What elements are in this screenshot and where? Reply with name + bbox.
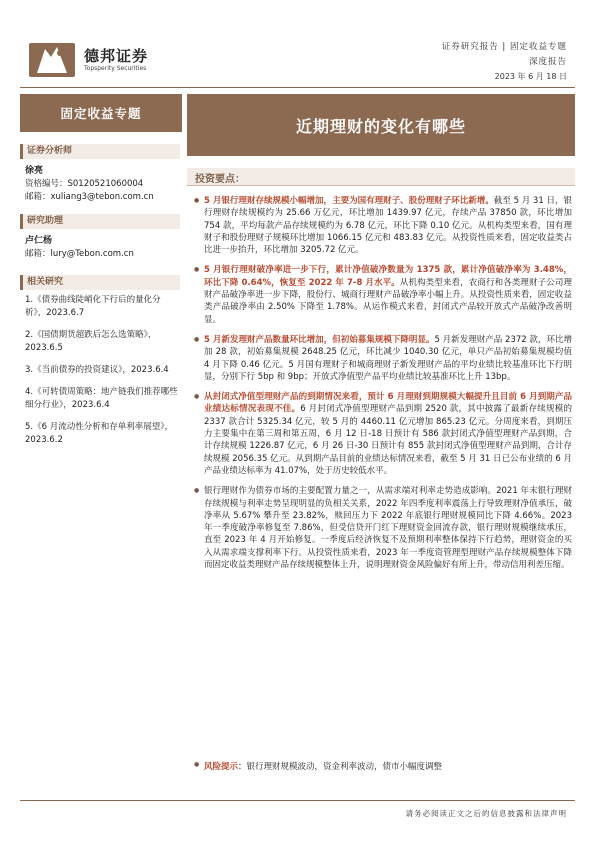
analyst-name: 徐亮 [25, 166, 44, 176]
assistant-section-title: 研究助理 [20, 214, 180, 229]
related-list [25, 294, 180, 456]
analyst-section-title: 证券分析师 [20, 144, 180, 159]
related-item[interactable]: 5.《6 月流动性分析和存单利率展望》，2023.6.2 [25, 422, 173, 445]
related-item[interactable]: 1.《债券曲线陡峭化下行后的量化分析》，2023.6.7 [25, 295, 161, 318]
point-body: 截至 5 月 31 日，银行理财存续规模约为 25.66 万亿元，环比增加 1439.97 亿元，存续产品 37850 款，环比增加 754 款，平均每款产品存续规模约为 6.78 亿元，环比下降 0.10 亿元。从机构类型来看，国有理财子和股份理财子规模环比增加 1066.15 亿元和 483.83 亿元。从投资性质来看，固定收益类占比进一步抬升，环比增加 3205.72 亿元。 [204, 196, 572, 256]
point-body: 从机构类型来看，农商行和各类理财子公司理财产品破净率进一步下降，股份行、城商行理财产品破净率小幅上升。从投资性质来看，固定收益类产品破净率由 2.50% 下降至 1.78%。从运作模式来看，封闭式产品较开放式产品破净改善明显。 [204, 277, 572, 325]
investment-points [194, 195, 572, 579]
investment-point [194, 264, 572, 325]
report-type: 证券研究报告 | 固定收益专题 [441, 42, 567, 52]
investment-point [194, 195, 572, 256]
related-section-title: 相关研究 [20, 275, 180, 290]
brand-name-en: Topsperity Securities [84, 65, 147, 72]
header-divider [20, 87, 575, 88]
assistant-email: 邮箱：lury@Tebon.com.cn [25, 249, 134, 259]
related-item[interactable]: 2.《国债期货超跌后怎么选策略》，2023.6.5 [25, 330, 157, 353]
risk-label: 风险提示： [204, 762, 247, 772]
company-logo-icon [27, 39, 77, 79]
related-item[interactable]: 4.《可转债周策略：地产链我们推荐哪些细分行业》，2023.6.4 [25, 387, 178, 410]
point-body: 银行理财作为债券市场的主要配置力量之一，从需求端对利率走势造成影响。2021 年末银行理财存续规模与利率走势呈现明显的负相关关系，2022 年四季度利率震荡上行导致理财净值承压，破净率从 5.67% 攀升至 23.82%，赎回压力下 2022 年底银行理财规模同比下降 4.66%。2023 年一季度破净率修复至 7.86%，但受信贷开门红下理财资金回流存款，银行理财规模继续承压，直至 2023 年 4 月开始修复。一季度后经济恢复不及预期利率整体保持下行趋势，理财资金的买入从需求端支撑利率下行。从投资性质来看，2023 年一季度资管理型理财产品存续规模整体下降而固定收益类理财产品存续规模整体上升，说明理财资金风险偏好有所上升，带动信用利差压缩。 [204, 486, 572, 571]
point-highlight: 5 月银行理财存续规模小幅增加，主要为国有理财子、股份理财子环比新增。 [204, 196, 494, 206]
report-subtype: 深度报告 [528, 57, 567, 67]
footer-disclaimer[interactable]: 请务必阅读正文之后的信息披露和法律声明 [405, 809, 567, 818]
investment-point [194, 391, 572, 477]
investment-point [194, 485, 572, 571]
point-body: 5 月新发理财产品 2372 款，环比增加 28 款，初始募集规模 2648.25 亿元，环比减少 1040.30 亿元，单只产品初始募集规模均值 4 月下降 0.46 亿元。5 月国有理财子和城商理财子新发理财产品的平均业绩比较基准环比下行明显，分别下行 5bp 和 9bp；开放式净值型产品平均业绩比较基准环比上升 13bp。 [204, 334, 572, 382]
investment-heading: 投资要点： [195, 174, 245, 185]
category-banner: 固定收益专题 [20, 94, 182, 132]
point-highlight: 从封闭式净值型理财产品的到期情况来看，预计 6 月理财到期规模大幅提升且目前 6 月到期产品业绩达标情况表现不佳。 [204, 392, 572, 415]
related-item[interactable]: 3.《当前债券的投资建议》，2023.6.4 [25, 365, 169, 375]
investment-point [194, 334, 572, 383]
brand-name: 德邦证券 [84, 47, 149, 65]
point-highlight: 5 月新发理财产品数量环比增加，但初始募集规模下降明显。 [204, 334, 435, 345]
analyst-license: 资格编号：S0120521060004 [25, 179, 144, 189]
investment-heading-bar [187, 168, 575, 186]
point-body: 6 月封闭式净值型理财产品到期 2520 款，其中披露了最新存续规模的 2337 款合计 5325.34 亿元，较 5 月的 4460.11 亿元增加 865.23 亿元。分周度来看，到期压力主要集中在第三周和第五周，6 月 12 日-18 日预计有 586 款封闭式净值型理财产品到期，合计存续规模 1226.87 亿元，6 月 26 日-30 日预计有 855 款封闭式净值型理财产品到期，合计存续规模 2056.35 亿元。从到期产品目前的业绩达标情况来看，截至 5 月 31 日已公布业绩的 6 月产品业绩达标率为 41.07%，处于历史较低水平。 [204, 404, 572, 476]
footer-divider [20, 800, 575, 801]
assistant-name: 卢仁杨 [25, 236, 53, 246]
risk-text: 银行理财规模波动，资金利率波动，债市小幅度调整 [246, 762, 443, 772]
page-title: 近期理财的变化有哪些 [187, 94, 575, 156]
risk-note [194, 760, 582, 772]
analyst-email: 邮箱：xuliang3@tebon.com.cn [25, 192, 154, 202]
point-highlight: 5 月银行理财破净率进一步下行，累计净值破净数量为 1375 款，累计净值破净率为 3.48%，环比下降 0.64%，恢复至 2022 年 7-8 月水平。 [204, 265, 572, 288]
report-date: 2023 年 6 月 18 日 [494, 72, 567, 81]
